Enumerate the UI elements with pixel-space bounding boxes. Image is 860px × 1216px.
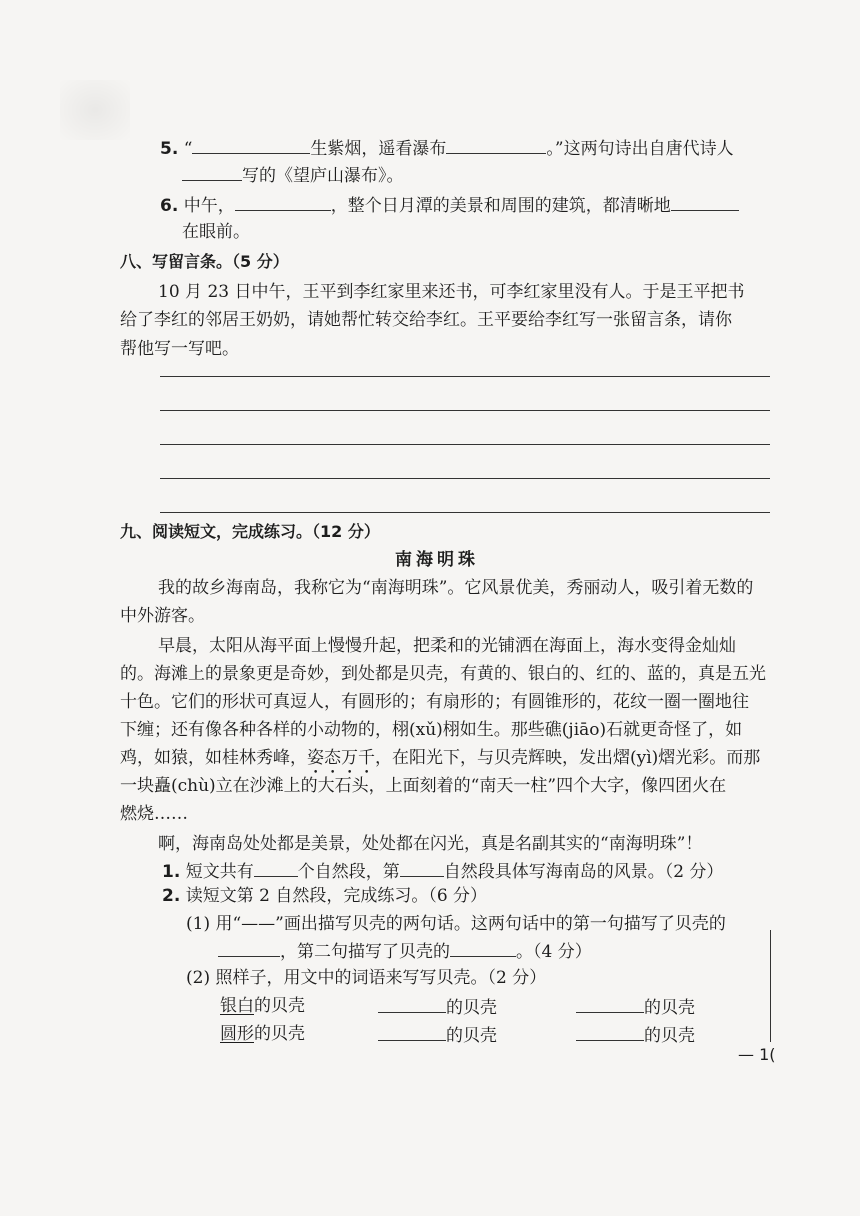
exercise-2-1: (1) 用“——”画出描写贝壳的两句话。这两句话中的第一句描写了贝壳的 <box>186 914 726 934</box>
writing-line[interactable] <box>160 512 770 513</box>
answer-blank[interactable] <box>378 1022 446 1041</box>
section-8-heading: 八、写留言条。（5 分） <box>120 252 289 271</box>
fill-in-item <box>378 994 497 1020</box>
exercise-2 <box>162 884 487 908</box>
question-number: 1. <box>162 862 181 882</box>
paragraph-line: 给了李红的邻居王奶奶，请她帮忙转交给李红。王平要给李红写一张留言条，请你 <box>120 310 732 330</box>
example-suffix: 的贝壳 <box>644 998 695 1018</box>
question-5 <box>160 135 734 161</box>
example-suffix: 的贝壳 <box>254 1024 305 1044</box>
question-text: 写的《望庐山瀑布》。 <box>242 166 404 186</box>
question-text: 读短文第 2 自然段，完成练习。（6 分） <box>185 886 488 906</box>
open-quote: “ <box>183 139 193 159</box>
question-number: 5. <box>160 139 179 159</box>
answer-blank[interactable] <box>400 858 444 877</box>
answer-blank[interactable] <box>192 135 310 154</box>
question-text: ，整个日月潭的美景和周围的建筑，都清晰地 <box>330 196 671 216</box>
paragraph-line: 早晨，太阳从海平面上慢慢升起，把柔和的光铺洒在海面上，海水变得金灿灿 <box>158 636 736 656</box>
answer-blank[interactable] <box>254 858 298 877</box>
writing-line[interactable] <box>160 376 770 377</box>
scan-smudge <box>60 80 130 140</box>
fill-in-item <box>378 1022 497 1048</box>
page-number: — 1( <box>738 1045 776 1064</box>
paragraph-line: 10 月 23 日中午，王平到李红家里来还书，可李红家里没有人。于是王平把书 <box>158 282 745 302</box>
question-text: 自然段具体写海南岛的风景。（2 分） <box>443 862 724 882</box>
example-suffix: 的贝壳 <box>254 996 305 1016</box>
question-text: 个自然段，第 <box>297 862 400 882</box>
writing-line[interactable] <box>160 410 770 411</box>
question-6 <box>160 192 739 218</box>
answer-blank[interactable] <box>218 938 280 957</box>
fill-in-item <box>576 1022 695 1048</box>
writing-line[interactable] <box>160 444 770 445</box>
answer-blank[interactable] <box>671 192 739 211</box>
question-text: ，第二句描写了贝壳的 <box>280 942 450 962</box>
paragraph-text: ，在阳光下，与贝壳辉映，发出熠(yì)熠光彩。而那 <box>375 748 761 768</box>
paragraph-line: 一块矗(chù)立在沙滩上的大石头，上面刻着的“南天一柱”四个大字，像四团火在 <box>120 776 727 796</box>
exercise-1 <box>162 858 723 884</box>
paragraph-line: 帮他写一写吧。 <box>120 339 239 359</box>
answer-blank[interactable] <box>450 938 516 957</box>
question-text: 。”这两句诗出自唐代诗人 <box>546 139 734 159</box>
answer-blank[interactable] <box>576 1022 644 1041</box>
section-9-heading: 九、阅读短文，完成练习。（12 分） <box>120 522 380 541</box>
paragraph-line: 我的故乡海南岛，我称它为“南海明珠”。它风景优美，秀丽动人，吸引着无数的 <box>158 578 754 598</box>
paragraph-line: 燃烧…… <box>120 804 188 824</box>
paragraph-line: 啊，海南岛处处都是美景，处处都在闪光，真是名副其实的“南海明珠”！ <box>158 834 703 854</box>
question-5-cont <box>182 162 404 188</box>
paragraph-line: 下缠；还有像各种各样的小动物的，栩(xǔ)栩如生。那些礁(jiāo)石就更奇怪了，如 <box>120 720 743 740</box>
question-text: 短文共有 <box>185 862 254 882</box>
question-number: 2. <box>162 886 181 906</box>
example-suffix: 的贝壳 <box>644 1026 695 1046</box>
example-word <box>220 1022 305 1046</box>
question-6-cont <box>182 220 250 244</box>
paragraph-line: 十色。它们的形状可真逗人，有圆形的；有扇形的；有圆锥形的，花纹一圈一圈地往 <box>120 692 749 712</box>
answer-blank[interactable] <box>235 192 331 211</box>
example-suffix: 的贝壳 <box>446 998 497 1018</box>
answer-blank[interactable] <box>182 162 242 181</box>
paragraph-line: 的。海滩上的景象更是奇妙，到处都是贝壳，有黄的、银白的、红的、蓝的，真是五光 <box>120 664 766 684</box>
answer-blank[interactable] <box>446 135 546 154</box>
paragraph-line: 中外游客。 <box>120 606 205 626</box>
passage-title: 南海明珠 <box>395 550 479 570</box>
emphasized-phrase: 姿态万千 <box>307 748 375 768</box>
answer-box-border <box>770 930 771 1042</box>
answer-blank[interactable] <box>378 994 446 1013</box>
paragraph-text: 鸡，如猿，如桂林秀峰， <box>120 748 307 768</box>
question-text: 。（4 分） <box>516 942 592 962</box>
question-text: 生紫烟，遥看瀑布 <box>310 139 447 159</box>
answer-blank[interactable] <box>576 994 644 1013</box>
example-suffix: 的贝壳 <box>446 1026 497 1046</box>
example-word <box>220 994 305 1018</box>
writing-line[interactable] <box>160 478 770 479</box>
fill-in-item <box>576 994 695 1020</box>
exercise-2-2: (2) 照样子，用文中的词语来写写贝壳。（2 分） <box>186 968 547 988</box>
example-word-underlined: 圆形 <box>220 1024 254 1044</box>
exercise-2-1-cont <box>218 938 592 964</box>
question-text: 中午， <box>183 196 235 216</box>
example-word-underlined: 银白 <box>220 996 254 1016</box>
question-number: 6. <box>160 196 179 216</box>
question-text: 在眼前。 <box>182 222 250 242</box>
